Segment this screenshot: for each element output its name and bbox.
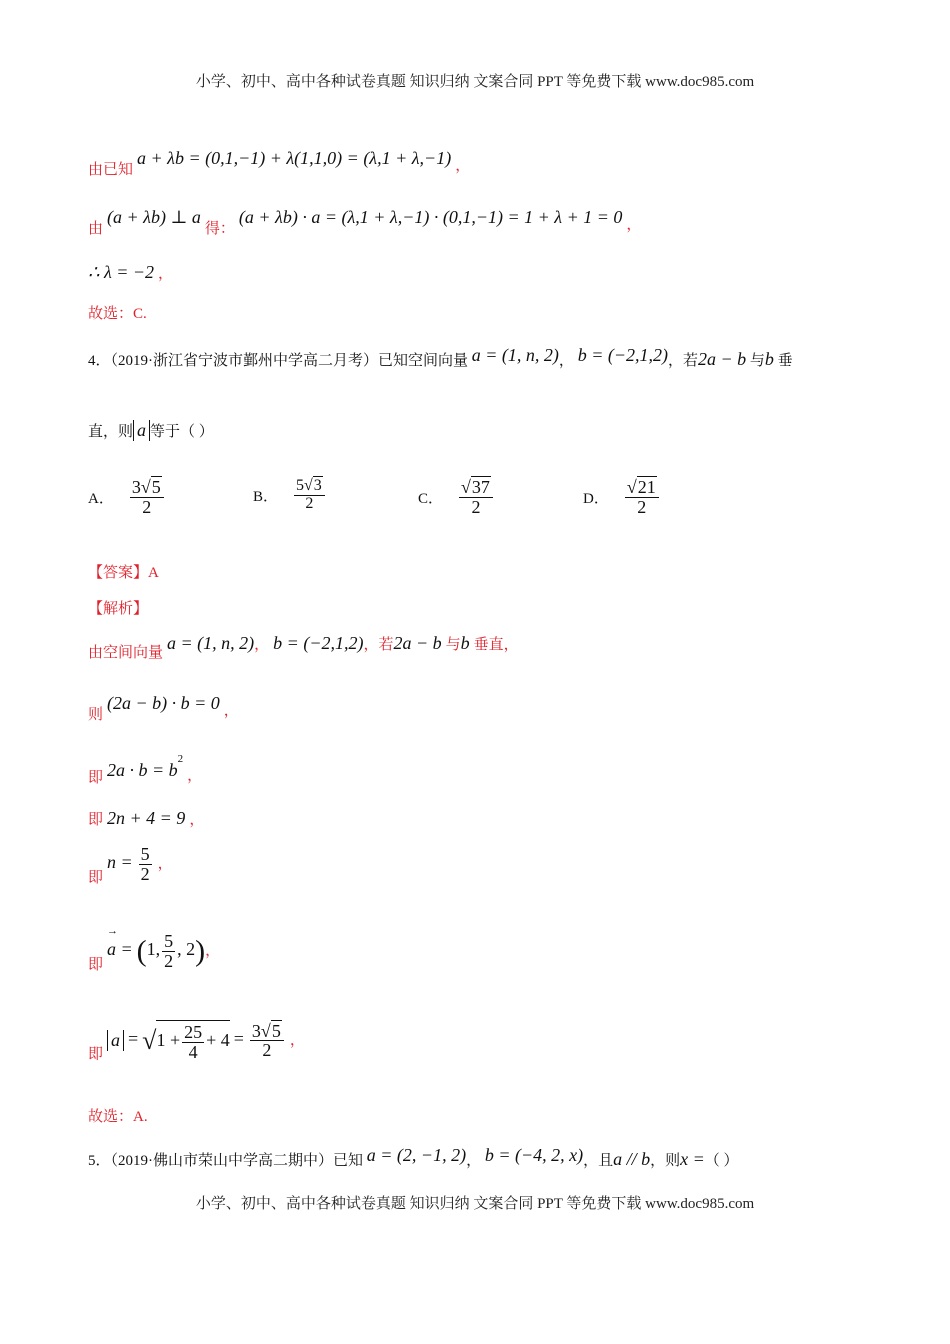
analysis-line-7	[88, 1020, 305, 1064]
denominator: 2	[305, 494, 314, 512]
math-expression: 2a · b = b	[107, 760, 178, 780]
sqrt-icon: √	[142, 1025, 157, 1055]
magnitude-a	[133, 420, 150, 441]
suffix: ，	[187, 768, 203, 784]
option-d[interactable]	[583, 478, 661, 517]
perpendicular-condition: (a + λb) ⊥ a	[107, 207, 201, 227]
component: 1,	[146, 939, 161, 960]
option-c[interactable]	[418, 478, 495, 517]
page-footer-watermark: 小学、初中、高中各种试卷真题 知识归纳 文案合同 PPT 等免费下载 www.doc985.com	[195, 1196, 755, 1212]
denominator: 2	[471, 496, 481, 517]
magnitude-a	[107, 1030, 124, 1051]
answer-label: 【答案】A	[88, 565, 159, 581]
analysis-line-1	[88, 633, 519, 662]
vector-b-symbol: b	[764, 349, 774, 369]
fraction: $\frac{5√3}{2}$	[294, 478, 325, 513]
suffix: ，	[157, 856, 173, 873]
mid-text: 得：	[204, 221, 235, 237]
symbol-a: a	[111, 1030, 121, 1051]
math-expression: (2a − b) · b = 0	[107, 693, 220, 713]
suffix: 垂直，	[473, 637, 519, 653]
option-a[interactable]	[88, 478, 166, 517]
lhs: n =	[107, 852, 133, 873]
vector-a: a = (1, n, 2)	[471, 345, 559, 365]
denominator: 2	[140, 863, 150, 884]
suffix: ，	[158, 266, 174, 282]
analysis-line-3	[88, 753, 202, 787]
component: , 2	[177, 939, 196, 960]
coef: 5	[296, 477, 305, 494]
denominator: 4	[188, 1041, 198, 1062]
option-label: D．	[583, 490, 609, 507]
analysis-label: 【解析】	[88, 601, 149, 617]
prefix: 由	[88, 221, 104, 237]
prev-solution-line-2	[88, 207, 641, 238]
analysis-line-5	[88, 845, 173, 887]
stem-text: ，若	[667, 353, 698, 369]
prefix: 由空间向量	[88, 645, 164, 661]
separator: ，	[466, 1153, 482, 1169]
prev-solution-conclusion: 故选：C.	[88, 306, 147, 322]
separator: ，	[254, 637, 270, 653]
numerator: 25	[184, 1022, 203, 1042]
question-number: 4．	[88, 353, 111, 369]
stem-text: ，且	[583, 1153, 614, 1169]
right-paren: )	[195, 934, 206, 968]
radicand: 21	[637, 477, 656, 497]
result-fraction: $\frac{3√5}{2}$	[250, 1022, 284, 1061]
stem-text: 已知	[333, 1153, 364, 1169]
numerator: 5	[140, 844, 150, 864]
stem-text: 已知空间向量	[378, 353, 469, 369]
denominator: 2	[164, 950, 174, 971]
math-expression: a + λb = (0,1,−1) + λ(1,1,0) = (λ,1 + λ,−1)	[137, 148, 452, 168]
answer-blank: （ ）	[704, 1153, 739, 1169]
vector-b: b = (−2,1,2)	[577, 345, 668, 365]
question-4-options	[88, 478, 888, 528]
equals: =	[128, 1028, 139, 1049]
prefix: 即	[88, 770, 104, 786]
analysis-line-2	[88, 693, 239, 724]
stem-text: 垂	[777, 353, 793, 369]
denominator: 2	[142, 496, 152, 517]
prev-solution-line-3	[88, 262, 173, 283]
option-label: B．	[253, 488, 279, 505]
mid-text: ，若	[363, 637, 394, 653]
vector-a-arrow	[107, 925, 133, 960]
question-number: 5．	[88, 1153, 111, 1169]
radicand	[156, 1020, 229, 1062]
question-4-stem	[88, 345, 793, 370]
vector-b: b = (−4, 2, x)	[484, 1145, 584, 1165]
suffix: ，	[626, 217, 642, 233]
fraction: $\frac{√21}{2}$	[625, 478, 659, 517]
analysis-line-4	[88, 808, 204, 829]
denominator: 2	[637, 496, 647, 517]
option-label: C．	[418, 490, 444, 507]
arrow-icon: →	[107, 925, 119, 938]
equals: =	[233, 1028, 244, 1049]
analysis-line-6	[88, 925, 221, 974]
stem-text: 与	[749, 353, 765, 369]
term: 1 +	[156, 1030, 181, 1051]
prefix: 由已知	[88, 162, 134, 178]
question-source: （2019·佛山市荣山中学高二期中）	[110, 1153, 334, 1169]
prefix: 即	[88, 870, 104, 887]
coef: 3	[131, 477, 141, 497]
math-expression: ∴ λ = −2	[88, 262, 155, 282]
prev-solution-line-1	[88, 148, 470, 179]
fraction: $\frac{√37}{2}$	[459, 478, 493, 517]
fraction	[162, 932, 175, 971]
fraction	[139, 845, 152, 884]
fraction	[182, 1023, 204, 1062]
parallel-condition: a // b	[613, 1149, 651, 1169]
option-b[interactable]	[253, 478, 327, 513]
page-header-watermark: 小学、初中、高中各种试卷真题 知识归纳 文案合同 PPT 等免费下载 www.doc985.com	[195, 74, 755, 90]
fraction: $\frac{3√5}{2}$	[130, 478, 164, 517]
suffix: ，	[289, 1032, 305, 1049]
vector-b: b = (−2,1,2)	[273, 633, 364, 653]
superscript: 2	[177, 753, 184, 765]
expression: 2a − b	[697, 349, 747, 369]
suffix: ，	[189, 812, 205, 828]
vector-a: a = (2, −1, 2)	[366, 1145, 467, 1165]
radicand: 5	[151, 477, 161, 497]
numerator: 5	[164, 931, 174, 951]
denominator: 2	[262, 1040, 272, 1061]
vector-b-symbol: b	[460, 633, 470, 653]
question-4-stem-line2	[88, 420, 214, 441]
prefix: 即	[88, 1046, 104, 1063]
lhs: a =	[107, 939, 133, 960]
left-paren: (	[136, 934, 147, 968]
stem-text: 等于（ ）	[150, 424, 214, 440]
stem-text: ，则	[650, 1153, 681, 1169]
radicand: 5	[271, 1020, 281, 1041]
coef: 3	[251, 1020, 261, 1041]
option-label: A．	[88, 490, 114, 507]
analysis-conclusion: 故选：A.	[88, 1109, 148, 1125]
with-text: 与	[445, 637, 461, 653]
stem-text: 直，则	[88, 424, 134, 440]
prefix: 则	[88, 707, 104, 723]
vector-a: a = (1, n, 2)	[167, 633, 255, 653]
suffix: ，	[455, 158, 471, 174]
symbol-a: a	[137, 420, 147, 440]
math-expression: (a + λb) · a = (λ,1 + λ,−1) · (0,1,−1) = 1 + λ + 1 = 0	[238, 207, 623, 227]
question-5-stem	[88, 1145, 739, 1170]
prefix: 即	[88, 812, 104, 828]
math-expression: 2n + 4 = 9	[107, 808, 186, 828]
radicand: 37	[471, 477, 490, 497]
radicand: 3	[313, 477, 322, 494]
suffix: ，	[205, 943, 221, 960]
term: + 4	[206, 1030, 230, 1051]
unknown-x: x =	[680, 1149, 705, 1169]
prefix: 即	[88, 957, 104, 974]
separator: ，	[558, 353, 574, 369]
expression: 2a − b	[393, 633, 442, 653]
suffix: ，	[223, 703, 239, 719]
question-source: （2019·浙江省宁波市鄞州中学高二月考）	[110, 353, 379, 369]
